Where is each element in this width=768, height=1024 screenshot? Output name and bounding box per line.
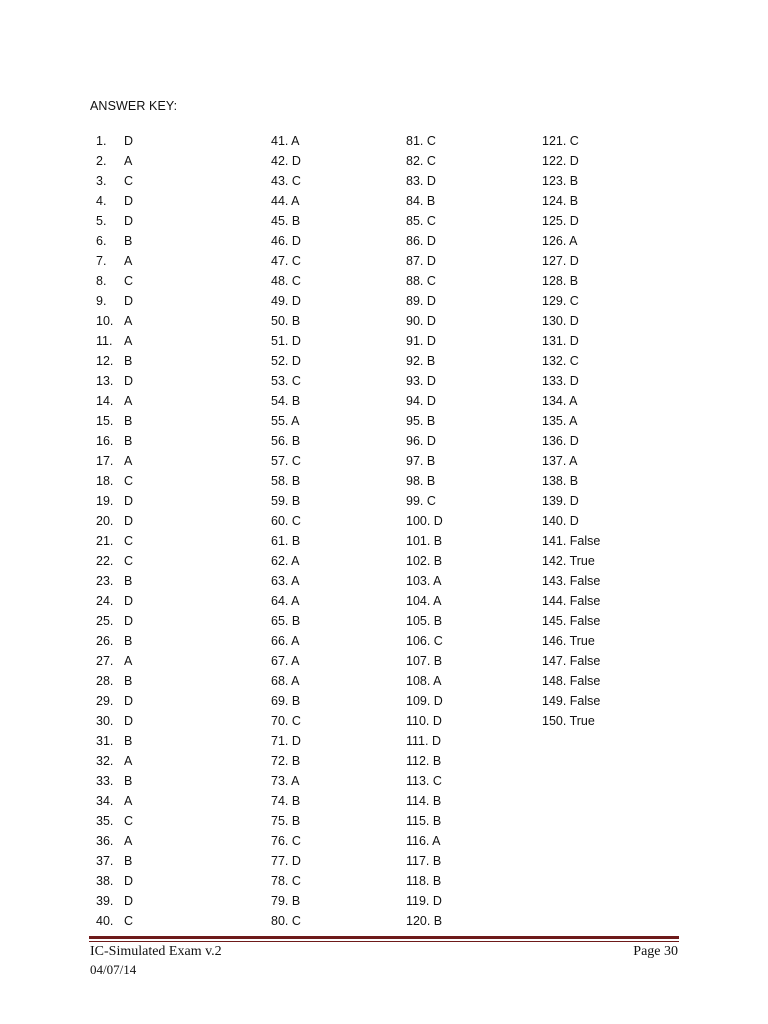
question-number: 13. (96, 374, 114, 388)
answer-row (96, 911, 133, 931)
answer-row: 83. D (406, 174, 436, 188)
question-number: 39. (96, 894, 114, 908)
answer-row: 44. A (271, 194, 300, 208)
answer-row (96, 491, 133, 511)
question-number: 20. (96, 514, 114, 528)
question-number: 12. (96, 354, 114, 368)
answer-row: 110. D (406, 714, 442, 728)
answer-row (96, 531, 133, 551)
answer-row (96, 671, 133, 691)
answer-row: 141. False (542, 534, 601, 548)
answer-row (96, 751, 133, 771)
answer-row: 103. A (406, 574, 442, 588)
answer-row (96, 311, 133, 331)
answer-row: 94. D (406, 394, 436, 408)
answer-row: 123. B (542, 174, 579, 188)
answer-row: 142. True (542, 554, 595, 568)
answer-letter: A (124, 314, 133, 328)
answer-row: 129. C (542, 294, 579, 308)
answer-row: 72. B (271, 754, 301, 768)
answer-letter: A (124, 154, 133, 168)
answer-row: 112. B (406, 754, 442, 768)
answer-row (96, 391, 133, 411)
answer-row: 128. B (542, 274, 579, 288)
footer-divider-thin (89, 941, 679, 942)
answer-row (96, 171, 133, 191)
answer-letter: D (124, 514, 134, 528)
answer-row: 147. False (542, 654, 601, 668)
question-number: 10. (96, 314, 114, 328)
question-number: 1. (96, 134, 107, 148)
answer-row: 46. D (271, 234, 301, 248)
answer-row: 56. B (271, 434, 301, 448)
answer-row (96, 251, 133, 271)
answer-letter: D (124, 874, 134, 888)
answer-row: 139. D (542, 494, 579, 508)
question-number: 35. (96, 814, 114, 828)
answer-row: 57. C (271, 454, 301, 468)
answer-row (96, 371, 133, 391)
answer-row: 100. D (406, 514, 443, 528)
answer-row: 140. D (542, 514, 579, 528)
answer-row: 150. True (542, 714, 595, 728)
answer-row (96, 151, 133, 171)
answer-row (96, 831, 133, 851)
answer-row: 105. B (406, 614, 443, 628)
answer-row: 66. A (271, 634, 300, 648)
question-number: 4. (96, 194, 107, 208)
answer-column-1 (96, 131, 133, 931)
answer-row: 70. C (271, 714, 301, 728)
question-number: 6. (96, 234, 107, 248)
answer-row: 43. C (271, 174, 301, 188)
answer-row (96, 651, 133, 671)
question-number: 30. (96, 714, 114, 728)
question-number: 3. (96, 174, 107, 188)
answer-letter: B (124, 734, 133, 748)
question-number: 8. (96, 274, 107, 288)
answer-letter: B (124, 674, 133, 688)
question-number: 29. (96, 694, 114, 708)
answer-row: 149. False (542, 694, 601, 708)
question-number: 16. (96, 434, 114, 448)
question-number: 32. (96, 754, 114, 768)
answer-letter: B (124, 354, 133, 368)
answer-row (96, 811, 133, 831)
answer-letter: B (124, 854, 133, 868)
answer-letter: A (124, 254, 133, 268)
answer-row: 116. A (406, 834, 441, 848)
answer-letter: D (124, 594, 134, 608)
answer-row (96, 791, 133, 811)
answer-letter: B (124, 414, 133, 428)
answer-row: 42. D (271, 154, 301, 168)
answer-row: 47. C (271, 254, 301, 268)
answer-letter: D (124, 194, 134, 208)
answer-row (96, 511, 133, 531)
question-number: 27. (96, 654, 114, 668)
answer-row: 74. B (271, 794, 301, 808)
answer-row: 133. D (542, 374, 579, 388)
question-number: 25. (96, 614, 114, 628)
question-number: 7. (96, 254, 107, 268)
answer-row (96, 191, 133, 211)
answer-row: 64. A (271, 594, 300, 608)
answer-row: 51. D (271, 334, 301, 348)
answer-row: 120. B (406, 914, 443, 928)
answer-row (96, 591, 133, 611)
answer-letter: B (124, 434, 133, 448)
answer-letter: A (124, 834, 133, 848)
question-number: 19. (96, 494, 114, 508)
answer-row (96, 571, 133, 591)
answer-row: 136. D (542, 434, 579, 448)
question-number: 38. (96, 874, 114, 888)
answer-row (96, 471, 133, 491)
question-number: 24. (96, 594, 114, 608)
footer-date: 04/07/14 (90, 962, 137, 977)
question-number: 14. (96, 394, 114, 408)
answer-row: 127. D (542, 254, 579, 268)
answer-row: 48. C (271, 274, 301, 288)
answer-row: 61. B (271, 534, 301, 548)
answer-row: 60. C (271, 514, 301, 528)
question-number: 15. (96, 414, 114, 428)
answer-row: 146. True (542, 634, 595, 648)
answer-row: 101. B (406, 534, 443, 548)
answer-row (96, 451, 133, 471)
answer-letter: A (124, 394, 133, 408)
answer-row (96, 431, 133, 451)
answer-letter: C (124, 534, 134, 548)
answer-letter: D (124, 494, 134, 508)
answer-row: 82. C (406, 154, 436, 168)
question-number: 36. (96, 834, 114, 848)
answer-key-title: ANSWER KEY: (90, 99, 178, 113)
answer-row: 99. C (406, 494, 436, 508)
answer-row: 108. A (406, 674, 442, 688)
answer-row: 98. B (406, 474, 436, 488)
answer-row: 137. A (542, 454, 578, 468)
answer-row (96, 711, 133, 731)
answer-row (96, 411, 133, 431)
answer-letter: B (124, 774, 133, 788)
question-number: 21. (96, 534, 114, 548)
footer-divider-thick (89, 936, 679, 939)
answer-row: 87. D (406, 254, 436, 268)
answer-letter: A (124, 794, 133, 808)
answer-row: 92. B (406, 354, 436, 368)
answer-row: 114. B (406, 794, 442, 808)
question-number: 18. (96, 474, 114, 488)
question-number: 26. (96, 634, 114, 648)
answer-row: 62. A (271, 554, 300, 568)
answer-row: 145. False (542, 614, 601, 628)
answer-row: 85. C (406, 214, 436, 228)
answer-letter: D (124, 294, 134, 308)
answer-row: 59. B (271, 494, 301, 508)
answer-row (96, 611, 133, 631)
answer-row: 78. C (271, 874, 301, 888)
answer-row: 89. D (406, 294, 436, 308)
answer-row (96, 131, 133, 151)
answer-row: 113. C (406, 774, 442, 788)
answer-row: 58. B (271, 474, 301, 488)
answer-row (96, 631, 133, 651)
answer-row: 45. B (271, 214, 301, 228)
answer-row: 132. C (542, 354, 579, 368)
answer-row: 130. D (542, 314, 579, 328)
answer-letter: D (124, 214, 134, 228)
answer-row: 68. A (271, 674, 300, 688)
answer-row: 111. D (406, 734, 441, 748)
answer-letter: A (124, 454, 133, 468)
answer-row (96, 271, 133, 291)
question-number: 2. (96, 154, 107, 168)
answer-row: 41. A (271, 134, 300, 148)
answer-row: 76. C (271, 834, 301, 848)
answer-row: 84. B (406, 194, 436, 208)
answer-column-3 (406, 131, 443, 931)
answer-letter: D (124, 714, 134, 728)
answer-row: 97. B (406, 454, 436, 468)
answer-letter: A (124, 654, 133, 668)
answer-letter: D (124, 694, 134, 708)
answer-row: 54. B (271, 394, 301, 408)
answer-row: 75. B (271, 814, 301, 828)
question-number: 9. (96, 294, 107, 308)
answer-letter: C (124, 474, 134, 488)
answer-letter: C (124, 814, 134, 828)
answer-row: 88. C (406, 274, 436, 288)
answer-letter: C (124, 174, 134, 188)
answer-row (96, 731, 133, 751)
answer-row: 71. D (271, 734, 301, 748)
answer-row: 73. A (271, 774, 300, 788)
answer-row: 117. B (406, 854, 442, 868)
answer-row: 107. B (406, 654, 443, 668)
answer-row: 115. B (406, 814, 442, 828)
answer-row: 67. A (271, 654, 300, 668)
answer-row: 135. A (542, 414, 578, 428)
answer-row: 106. C (406, 634, 443, 648)
answer-row: 95. B (406, 414, 436, 428)
answer-row: 77. D (271, 854, 301, 868)
answer-row: 109. D (406, 694, 443, 708)
answer-row: 104. A (406, 594, 442, 608)
answer-row: 102. B (406, 554, 443, 568)
answer-letter: C (124, 554, 134, 568)
question-number: 5. (96, 214, 107, 228)
answer-row (96, 691, 133, 711)
answer-row (96, 551, 133, 571)
answer-row: 52. D (271, 354, 301, 368)
answer-row: 144. False (542, 594, 601, 608)
answer-row (96, 291, 133, 311)
answer-row (96, 211, 133, 231)
answer-row: 143. False (542, 574, 601, 588)
answer-letter: B (124, 634, 133, 648)
answer-row: 53. C (271, 374, 301, 388)
answer-row: 49. D (271, 294, 301, 308)
answer-letter: B (124, 234, 133, 248)
answer-row (96, 231, 133, 251)
answer-row (96, 851, 133, 871)
answer-row: 148. False (542, 674, 601, 688)
footer-document-title: IC-Simulated Exam v.2 (90, 944, 222, 959)
answer-row: 63. A (271, 574, 300, 588)
answer-row: 134. A (542, 394, 578, 408)
answer-row: 50. B (271, 314, 301, 328)
answer-row (96, 871, 133, 891)
answer-row: 81. C (406, 134, 436, 148)
answer-row: 90. D (406, 314, 436, 328)
answer-row (96, 331, 133, 351)
answer-row (96, 351, 133, 371)
answer-letter: C (124, 914, 134, 928)
question-number: 40. (96, 914, 114, 928)
question-number: 28. (96, 674, 114, 688)
answer-row: 79. B (271, 894, 301, 908)
question-number: 22. (96, 554, 114, 568)
question-number: 34. (96, 794, 114, 808)
answer-row: 122. D (542, 154, 579, 168)
answer-row: 65. B (271, 614, 301, 628)
question-number: 37. (96, 854, 114, 868)
answer-letter: D (124, 134, 134, 148)
answer-column-4 (542, 131, 600, 731)
answer-letter: B (124, 574, 133, 588)
footer-page-number: Page 30 (633, 944, 678, 959)
answer-row: 80. C (271, 914, 301, 928)
answer-row: 131. D (542, 334, 579, 348)
question-number: 23. (96, 574, 114, 588)
answer-row: 55. A (271, 414, 300, 428)
answer-row: 93. D (406, 374, 436, 388)
answer-row: 118. B (406, 874, 442, 888)
answer-row: 138. B (542, 474, 579, 488)
question-number: 17. (96, 454, 114, 468)
answer-row: 126. A (542, 234, 578, 248)
answer-letter: D (124, 894, 134, 908)
answer-column-2 (271, 131, 301, 931)
answer-row: 69. B (271, 694, 301, 708)
answer-letter: D (124, 374, 134, 388)
answer-row: 124. B (542, 194, 579, 208)
question-number: 11. (96, 334, 113, 348)
question-number: 31. (96, 734, 114, 748)
answer-letter: A (124, 754, 133, 768)
answer-row (96, 891, 133, 911)
answer-row: 96. D (406, 434, 436, 448)
answer-letter: C (124, 274, 134, 288)
answer-letter: A (124, 334, 133, 348)
answer-row: 125. D (542, 214, 579, 228)
answer-letter: D (124, 614, 134, 628)
answer-row: 121. C (542, 134, 579, 148)
answer-row: 91. D (406, 334, 436, 348)
answer-row: 119. D (406, 894, 442, 908)
answer-row (96, 771, 133, 791)
answer-row: 86. D (406, 234, 436, 248)
question-number: 33. (96, 774, 114, 788)
